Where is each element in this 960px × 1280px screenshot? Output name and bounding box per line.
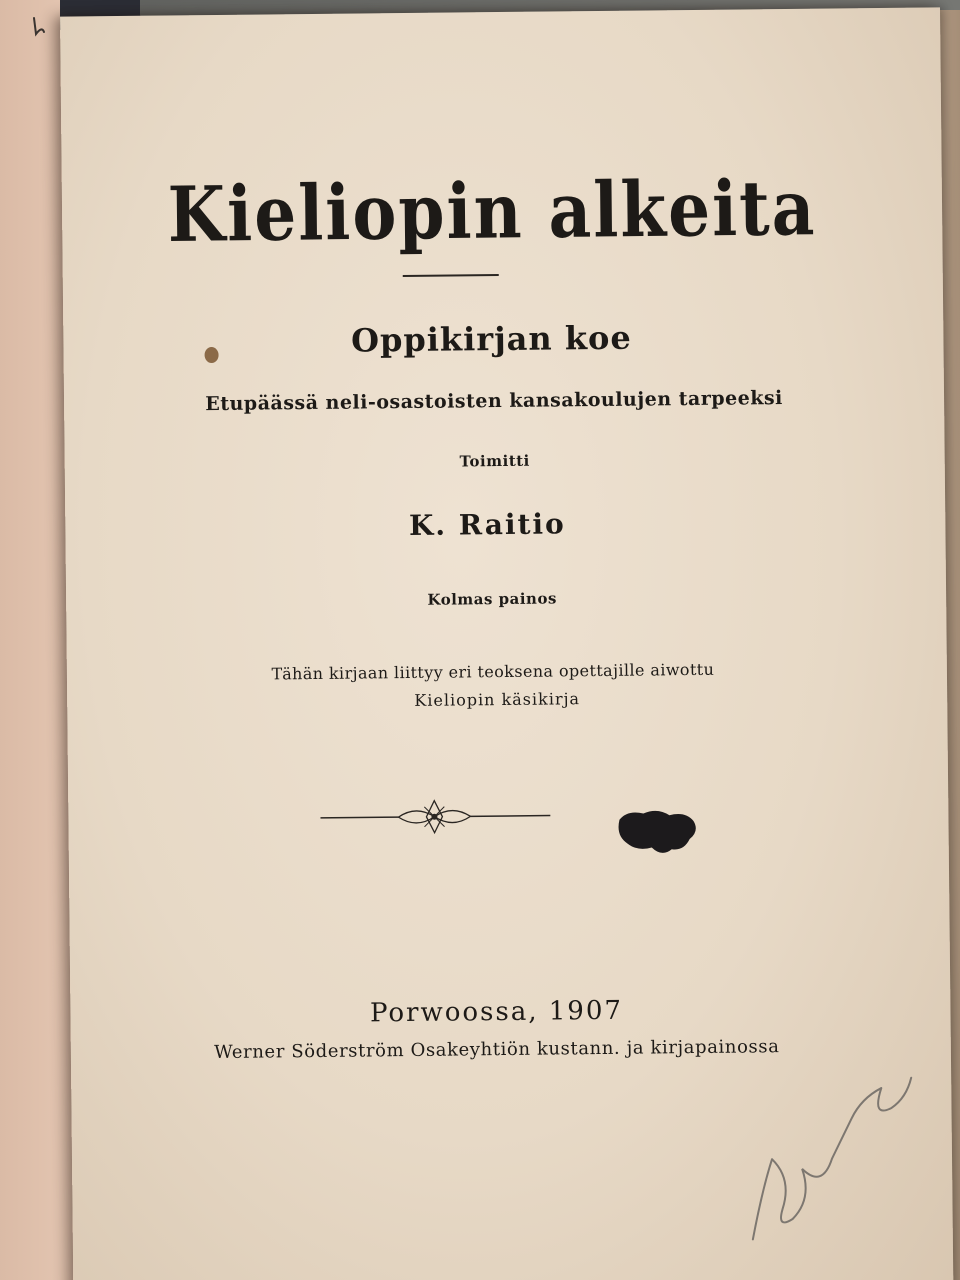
- companion-note-line-2: Kieliopin käsikirja: [414, 689, 581, 710]
- companion-note-line-1: Tähän kirjaan liittyy eri teoksena opettajille aiwottu: [271, 659, 715, 684]
- title-page-content: [60, 7, 954, 1280]
- book-purpose: Etupäässä neli-osastoisten kansakoulujen tarpeeksi: [205, 387, 783, 416]
- edition-label: Kolmas painos: [427, 589, 557, 609]
- title-rule: [403, 274, 499, 277]
- title-page: [60, 7, 954, 1280]
- place-and-year: Porwoossa, 1907: [369, 995, 624, 1029]
- editor-label: Toimitti: [459, 451, 530, 471]
- paper-spot: [201, 345, 221, 365]
- book-title: Kieliopin alkeita: [167, 162, 817, 260]
- ornament-divider: [320, 796, 550, 838]
- pencil-signature: [731, 1038, 933, 1260]
- pencil-mark: [30, 14, 50, 38]
- book-subtitle: Oppikirjan koe: [350, 318, 632, 360]
- publisher-line: Werner Söderström Osakeyhtiön kustann. ja kirjapainossa: [214, 1036, 780, 1064]
- author-name: K. Raitio: [408, 507, 566, 542]
- ink-stain: [613, 805, 704, 861]
